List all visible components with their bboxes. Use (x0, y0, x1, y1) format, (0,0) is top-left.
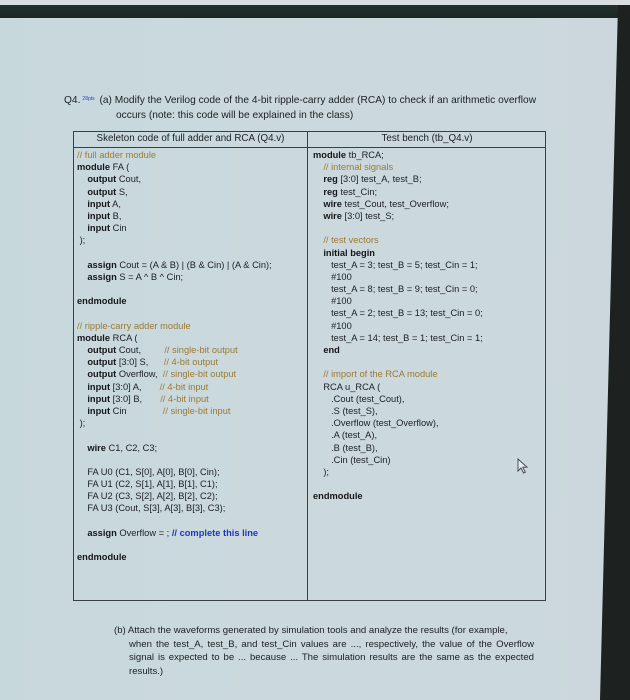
code-text: Cout, (116, 345, 165, 355)
part-a-text-cont: occurs (note: this code will be explained in the class) (116, 110, 354, 121)
comment: // single-bit output (164, 345, 238, 355)
left-code-line (77, 271, 272, 283)
left-column-header: Skeleton code of full adder and RCA (Q4.v) (96, 133, 285, 144)
code-text: B, (110, 210, 122, 221)
left-code-line (77, 368, 272, 380)
left-code-line (77, 429, 272, 441)
right-code-line (313, 198, 483, 210)
right-code-line (313, 344, 483, 356)
code-text: FA U1 (C2, S[1], A[1], B[1], C1); (77, 479, 218, 490)
code-text: [3:0] S, (116, 357, 164, 368)
keyword: assign (77, 527, 117, 538)
right-code-line (313, 259, 483, 271)
left-code-line (77, 186, 272, 198)
code-text: .Overflow (test_Overflow), (313, 418, 439, 429)
code-text: #100 (313, 296, 352, 307)
left-code-line (77, 442, 272, 454)
right-code-line (313, 234, 483, 246)
left-code-line (77, 332, 272, 344)
code-text: Overflow = ; (116, 527, 172, 538)
column-divider (307, 132, 308, 600)
left-code-line (77, 381, 272, 393)
left-code-line (77, 356, 272, 368)
code-text: [3:0] B, (110, 393, 161, 404)
keyword: wire (313, 210, 342, 221)
code-text: test_A = 14; test_B = 1; test_Cin = 1; (313, 332, 483, 343)
right-code-line (313, 381, 483, 393)
monitor-bezel-top (0, 5, 630, 18)
skeleton-code-block (77, 149, 272, 563)
left-code-line (77, 234, 272, 246)
code-text: [3:0] test_S; (341, 210, 395, 221)
left-code-line (77, 344, 272, 356)
keyword: module (77, 332, 111, 343)
left-code-line (77, 393, 272, 405)
keyword: output (77, 174, 117, 185)
code-text: Overflow, (116, 369, 163, 380)
right-code-line (313, 283, 483, 295)
left-code-line (77, 551, 272, 563)
left-code-line (77, 161, 272, 173)
code-text: test_A = 8; test_B = 9; test_Cin = 0; (313, 284, 478, 295)
keyword: wire (313, 198, 342, 209)
right-code-line (313, 368, 483, 380)
left-code-line (77, 405, 272, 417)
left-code-line (77, 210, 272, 222)
question-header (64, 93, 564, 123)
code-text: C1, C2, C3; (105, 442, 158, 453)
left-code-line (77, 466, 272, 478)
keyword: wire (77, 442, 106, 453)
right-code-line (313, 332, 483, 344)
right-code-line (313, 405, 483, 417)
keyword: module (313, 150, 347, 160)
keyword: input (77, 405, 111, 416)
keyword: input (77, 381, 111, 392)
keyword: assign (77, 271, 117, 282)
right-code-line (313, 161, 483, 173)
right-code-line (313, 320, 483, 332)
code-text: Cout = (A & B) | (B & Cin) | (A & Cin); (116, 259, 272, 270)
right-code-line (313, 466, 483, 478)
code-text: Cin (110, 405, 163, 416)
keyword: endmodule (77, 296, 127, 307)
code-text: .A (test_A), (313, 430, 378, 441)
left-code-line (77, 515, 272, 527)
comment: // single-bit input (162, 405, 231, 416)
code-text: RCA ( (110, 332, 138, 343)
code-text: .S (test_S), (313, 405, 378, 416)
right-code-line (313, 271, 483, 283)
code-text: test_Cout, test_Overflow; (341, 198, 449, 209)
header-divider (74, 147, 545, 148)
left-code-line (77, 198, 272, 210)
keyword: module (77, 162, 111, 173)
code-text: ); (77, 418, 86, 429)
left-code-line (77, 247, 272, 259)
code-text: .Cin (test_Cin) (313, 454, 391, 465)
comment: // full adder module (77, 150, 157, 160)
question-number: Q4. (64, 95, 81, 106)
right-code-line (313, 490, 483, 502)
code-text: test_A = 2; test_B = 13; test_Cin = 0; (313, 308, 483, 319)
right-column-header: Test bench (tb_Q4.v) (381, 133, 473, 144)
keyword: output (77, 357, 117, 368)
keyword: input (77, 393, 111, 404)
part-b-line1: (b) Attach the waveforms generated by simulation tools and analyze the results (for example, (114, 625, 508, 636)
part-b-rest: when the test_A, test_B, and test_Cin values are ..., respectively, the value of the Overflow signal is expected to be ... because ... The simulation results are the same as the expected results.) (129, 638, 534, 677)
keyword: assign (77, 259, 117, 270)
left-code-line (77, 295, 272, 307)
right-code-line (313, 417, 483, 429)
comment: // ripple-carry adder module (77, 320, 191, 331)
keyword: output (77, 369, 117, 380)
code-text: test_Cin; (337, 186, 378, 197)
keyword: output (77, 345, 117, 355)
code-text: tb_RCA; (346, 150, 384, 160)
code-table (73, 131, 546, 601)
code-text: RCA u_RCA ( (313, 381, 381, 392)
code-text: #100 (313, 271, 352, 282)
comment: // single-bit output (162, 369, 237, 380)
left-code-line (77, 417, 272, 429)
left-code-line (77, 539, 272, 551)
code-text: A, (110, 198, 121, 209)
mouse-cursor-icon (517, 458, 529, 474)
part-b-text (114, 624, 534, 678)
right-code-line (313, 429, 483, 441)
comment: // test vectors (313, 235, 379, 246)
code-text: [3:0] test_A, test_B; (337, 174, 422, 185)
right-code-line (313, 149, 483, 161)
right-code-line (313, 356, 483, 368)
code-text: test_A = 3; test_B = 5; test_Cin = 1; (313, 259, 478, 270)
keyword: endmodule (77, 552, 127, 563)
testbench-code-block (313, 149, 483, 502)
code-text: FA U0 (C1, S[0], A[0], B[0], Cin); (77, 466, 220, 477)
right-code-line (313, 186, 483, 198)
code-text: FA U3 (Cout, S[3], A[3], B[3], C3); (77, 503, 226, 514)
keyword: input (77, 223, 111, 234)
code-text: .B (test_B), (313, 442, 378, 453)
left-code-line (77, 527, 272, 539)
keyword: reg (313, 186, 338, 197)
code-text: S, (116, 186, 128, 197)
keyword: output (77, 186, 117, 197)
left-code-line (77, 173, 272, 185)
comment: // 4-bit input (160, 393, 209, 404)
part-a-text: (a) Modify the Verilog code of the 4-bit ripple-carry adder (RCA) to check if an arithmetic overflow (99, 95, 537, 106)
left-code-line (77, 283, 272, 295)
comment: // internal signals (313, 162, 394, 173)
code-text: #100 (313, 320, 352, 331)
left-code-line (77, 478, 272, 490)
right-code-line (313, 442, 483, 454)
left-code-line (77, 149, 272, 161)
keyword: initial begin (313, 247, 375, 258)
left-code-line (77, 307, 272, 319)
code-text: ); (313, 466, 330, 477)
left-code-line (77, 259, 272, 271)
left-code-line (77, 320, 272, 332)
comment: // import of the RCA module (313, 369, 438, 380)
right-code-line (313, 454, 483, 466)
keyword: endmodule (313, 491, 363, 502)
code-text: Cout, (116, 174, 142, 185)
code-text: ); (77, 235, 86, 246)
keyword: input (77, 198, 111, 209)
code-text: S = A ^ B ^ Cin; (116, 271, 184, 282)
code-text: FA ( (110, 162, 130, 173)
right-code-line (313, 478, 483, 490)
right-code-line (313, 307, 483, 319)
code-text: [3:0] A, (110, 381, 160, 392)
comment: // 4-bit output (163, 357, 219, 368)
comment: // complete this line (171, 527, 259, 538)
left-code-line (77, 454, 272, 466)
keyword: end (313, 345, 340, 355)
right-code-line (313, 222, 483, 234)
left-code-line (77, 490, 272, 502)
left-code-line (77, 502, 272, 514)
right-code-line (313, 247, 483, 259)
right-code-line (313, 210, 483, 222)
code-text: .Cout (test_Cout), (313, 393, 405, 404)
right-code-line (313, 393, 483, 405)
right-code-line (313, 173, 483, 185)
keyword: input (77, 210, 111, 221)
code-text: FA U2 (C3, S[2], A[2], B[2], C2); (77, 491, 218, 502)
comment: // 4-bit input (159, 381, 209, 392)
right-code-line (313, 295, 483, 307)
points-badge: 28pts (82, 96, 95, 102)
code-text: Cin (110, 223, 127, 234)
left-code-line (77, 222, 272, 234)
keyword: reg (313, 174, 338, 185)
